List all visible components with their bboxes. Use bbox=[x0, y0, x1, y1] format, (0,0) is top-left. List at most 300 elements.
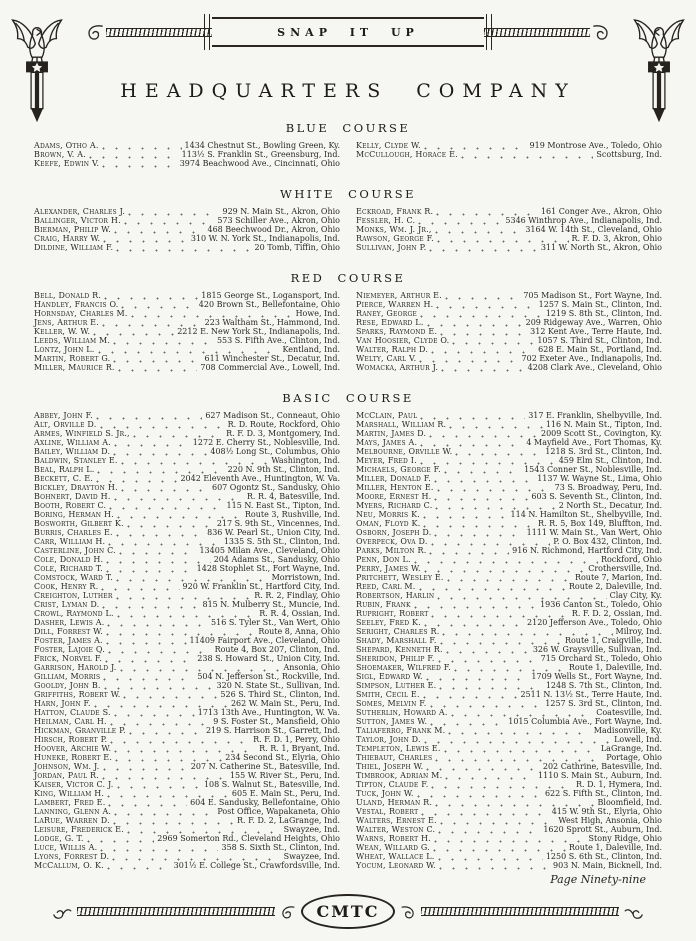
entry-name: Vestal, Robert bbox=[356, 807, 419, 816]
entry-name: Walters, Ernest E. bbox=[356, 816, 437, 825]
entry-address: Rockford, Ohio bbox=[600, 555, 662, 564]
roster-entry bbox=[356, 807, 662, 816]
roster-entry bbox=[34, 243, 340, 252]
entry-address: R. F. D. 2, LaGrange, Ind. bbox=[236, 816, 340, 825]
leader-dots bbox=[446, 651, 530, 654]
leader-dots bbox=[438, 831, 540, 834]
entry-address: 526 S. Third St., Clinton, Ind. bbox=[220, 690, 340, 699]
entry-address: Ansonia, Ohio bbox=[283, 663, 340, 672]
roster-entry bbox=[356, 708, 662, 717]
entry-address: 1219 S. 8th St., Clinton, Ind. bbox=[545, 309, 662, 318]
entry-name: Sutherlin, Howard A. bbox=[356, 708, 448, 717]
entry-address: Madisonville, Ky. bbox=[593, 726, 662, 735]
roster-entry bbox=[34, 234, 340, 243]
entry-address: 1218 S. 3rd St., Clinton, Ind. bbox=[545, 447, 662, 456]
entry-name: Griffiths, Robert W. bbox=[34, 690, 121, 699]
leader-dots bbox=[436, 306, 535, 309]
leader-dots bbox=[106, 561, 210, 564]
entry-name: Timbrook, Adrian M. bbox=[356, 771, 443, 780]
roster-entry bbox=[34, 789, 340, 798]
scroll-curl-icon bbox=[400, 902, 416, 922]
roster-entry bbox=[356, 591, 662, 600]
entry-address: 1815 George St., Logansport, Ind. bbox=[201, 291, 340, 300]
leader-dots bbox=[102, 606, 199, 609]
entry-address: 604 E. Sandusky, Bellefontaine, Ohio bbox=[190, 798, 340, 807]
course-column-right bbox=[356, 411, 662, 870]
roster-entry bbox=[356, 234, 662, 243]
leader-dots bbox=[118, 369, 198, 372]
entry-name: Templeton, Lewis E. bbox=[356, 744, 441, 753]
roster-entry bbox=[356, 753, 662, 762]
leader-dots bbox=[417, 795, 542, 798]
roster-entry bbox=[356, 492, 662, 501]
entry-address: 705 Madison St., Fort Wayne, Ind. bbox=[523, 291, 662, 300]
entry-name: Kelly, Clyde W. bbox=[356, 141, 421, 150]
course-title: BASIC COURSE bbox=[282, 391, 414, 405]
entry-address: 1709 Wells St., Fort Wayne, Ind. bbox=[531, 672, 662, 681]
course-section bbox=[30, 271, 666, 372]
entry-name: Beal, Ralph L. bbox=[34, 465, 95, 474]
entry-address: Morristown, Ind. bbox=[271, 573, 340, 582]
entry-address: 929 N. Main St., Akron, Ohio bbox=[222, 207, 340, 216]
entry-address: Route 8, Anna, Ohio bbox=[258, 627, 340, 636]
entry-name: Keller, W. W. bbox=[34, 327, 91, 336]
entry-address: 220 N. 9th St., Clinton, Ind. bbox=[227, 465, 340, 474]
entry-address: Route 7, Marion, Ind. bbox=[574, 573, 662, 582]
entry-address: 358 S. Sixth St., Clinton, Ind. bbox=[221, 843, 340, 852]
entry-address: 202 Cathrine, Batesville, Ind. bbox=[542, 762, 662, 771]
entry-name: Boring, Herman H. bbox=[34, 510, 114, 519]
entry-address: 11409 Fairport Ave., Cleveland, Ohio bbox=[189, 636, 340, 645]
leader-dots bbox=[448, 732, 590, 735]
entry-name: Taliaferro, Frank M. bbox=[356, 726, 446, 735]
roster-entry bbox=[356, 645, 662, 654]
entry-name: Seright, Charles R. bbox=[356, 627, 440, 636]
entry-address: 161 Conger Ave., Akron, Ohio bbox=[540, 207, 662, 216]
entry-name: Moore, Ernest H. bbox=[356, 492, 432, 501]
roster-entry bbox=[356, 690, 662, 699]
entry-address: Milroy, Ind. bbox=[615, 627, 662, 636]
entry-name: Niemeyer, Arthur E. bbox=[356, 291, 442, 300]
entry-address: 2009 Scott St., Covington, Ky. bbox=[541, 429, 662, 438]
entry-name: Adams, Otho A. bbox=[34, 141, 99, 150]
entry-address: 317 E. Franklin, Shelbyville, Ind. bbox=[528, 411, 662, 420]
entry-name: Hatton, Claude S. bbox=[34, 708, 111, 717]
entry-address: LaGrange, Ind. bbox=[600, 744, 662, 753]
roster-entry bbox=[356, 843, 662, 852]
roster-entry bbox=[34, 411, 340, 420]
roster-entry bbox=[34, 336, 340, 345]
roster-entry bbox=[356, 816, 662, 825]
entry-name: Sullivan, John P. bbox=[356, 243, 427, 252]
course-section bbox=[30, 391, 666, 870]
roster-entry bbox=[356, 546, 662, 555]
entry-name: Heilman, Carl H. bbox=[34, 717, 107, 726]
entry-name: Bosworth, Gilbert K. bbox=[34, 519, 124, 528]
roster-entry bbox=[34, 609, 340, 618]
leader-dots bbox=[414, 561, 598, 564]
roster-entry bbox=[356, 798, 662, 807]
roster-entry bbox=[356, 717, 662, 726]
entry-name: Cook, Henry R. bbox=[34, 582, 99, 591]
leader-dots bbox=[106, 642, 187, 645]
entry-name: Eckroad, Frank R. bbox=[356, 207, 434, 216]
roster-entry bbox=[356, 636, 662, 645]
entry-address: 573 Schiller Ave., Akron, Ohio bbox=[217, 216, 340, 225]
roster-entry bbox=[34, 519, 340, 528]
page-number: Page Ninety-nine bbox=[550, 873, 646, 886]
roster-entry bbox=[34, 690, 340, 699]
leader-dots bbox=[429, 552, 509, 555]
leader-dots bbox=[114, 813, 214, 816]
roster-entry bbox=[356, 654, 662, 663]
entry-address: Howe, Ind. bbox=[295, 309, 340, 318]
roster-entry bbox=[34, 309, 340, 318]
entry-address: P. O. Box 432, Clinton, Ind. bbox=[553, 537, 662, 546]
entry-name: Thiel, Joseph W. bbox=[356, 762, 424, 771]
roster-entry bbox=[356, 519, 662, 528]
roster-entry bbox=[356, 225, 662, 234]
entry-address: 204 Adams St., Sandusky, Ohio bbox=[213, 555, 340, 564]
roster-entry bbox=[356, 501, 662, 510]
entry-name: Sheridon, Philip F. bbox=[356, 654, 435, 663]
entry-name: Gooldy, John B. bbox=[34, 681, 101, 690]
entry-name: Meyer, Fred I. bbox=[356, 456, 417, 465]
entry-address: 115 N. East St., Tipton, Ind. bbox=[226, 501, 340, 510]
course-column-left bbox=[34, 207, 340, 252]
leader-dots bbox=[103, 240, 188, 243]
entry-address: 607 Ogontz St., Sandusky, Ohio bbox=[211, 483, 340, 492]
entry-name: Fessler, H. C. bbox=[356, 216, 416, 225]
entry-address: Route 3, Rushville, Ind. bbox=[244, 510, 340, 519]
entry-address: 1272 E. Cherry St., Noblesville, Ind. bbox=[192, 438, 340, 447]
roster-entry bbox=[356, 309, 662, 318]
entry-address: Stony Ridge, Ohio bbox=[588, 834, 662, 843]
leader-dots bbox=[420, 315, 543, 318]
entry-address: 113½ S. Franklin St., Greensburg, Ind. bbox=[181, 150, 340, 159]
leader-dots bbox=[447, 579, 572, 582]
leader-dots bbox=[107, 867, 171, 870]
leader-dots bbox=[121, 489, 209, 492]
entry-name: Monks, Wm. J. Jr., bbox=[356, 225, 432, 234]
entry-name: Perry, James W. bbox=[356, 564, 421, 573]
entry-name: Womacka, Arthur J. bbox=[356, 363, 439, 372]
course-column-left bbox=[34, 411, 340, 870]
leader-dots bbox=[419, 588, 566, 591]
roster-entry bbox=[356, 447, 662, 456]
leader-dots bbox=[102, 147, 182, 150]
entry-name: Hickman, Granville P. bbox=[34, 726, 126, 735]
entry-address: 553 S. Fifth Ave., Clinton, Ind. bbox=[216, 336, 340, 345]
entry-name: Parks, Milton R. bbox=[356, 546, 427, 555]
entry-address: 702 Exeter Ave., Indianapolis, Ind. bbox=[521, 354, 662, 363]
entry-address: 919 Montrose Ave., Toledo, Ohio bbox=[529, 141, 662, 150]
course-columns bbox=[30, 411, 666, 870]
roster-entry bbox=[356, 411, 662, 420]
entry-name: Robertson, Harlin bbox=[356, 591, 435, 600]
roster-entry bbox=[34, 300, 340, 309]
leader-dots bbox=[438, 660, 538, 663]
course-section bbox=[30, 187, 666, 252]
entry-name: Taylor, John D. bbox=[356, 735, 421, 744]
roster-entry bbox=[356, 291, 662, 300]
course-title: RED COURSE bbox=[290, 271, 406, 285]
entry-name: Shoemaker, Wilfred F. bbox=[356, 663, 451, 672]
entry-name: Overpeck, Ova D. bbox=[356, 537, 428, 546]
entry-address: 605 E. Main St., Peru, Ind. bbox=[231, 789, 340, 798]
leader-dots bbox=[113, 822, 234, 825]
entry-address: Route 1, Daleville, Ind. bbox=[568, 663, 662, 672]
roster-entry bbox=[34, 546, 340, 555]
roster-entry bbox=[356, 825, 662, 834]
leader-dots bbox=[440, 822, 556, 825]
entry-name: Foster, Lajoie Q. bbox=[34, 645, 105, 654]
roster-entry bbox=[34, 216, 340, 225]
roster-entry bbox=[34, 327, 340, 336]
roster-entry bbox=[356, 618, 662, 627]
entry-name: Wheat, Wallace L. bbox=[356, 852, 435, 861]
footer-rod bbox=[77, 907, 275, 916]
leader-dots bbox=[123, 696, 217, 699]
roster-entry bbox=[356, 420, 662, 429]
entry-name: Walter, Ralph D. bbox=[356, 345, 429, 354]
entry-address: 1713 13th Ave., Huntington, W. Va. bbox=[197, 708, 340, 717]
entry-address: 3974 Beachwood Ave., Cincinnati, Ohio bbox=[179, 159, 340, 168]
leader-dots bbox=[424, 741, 611, 744]
entry-address: 114 N. Hamilton St., Shelbyville, Ind. bbox=[510, 510, 662, 519]
leader-dots bbox=[114, 444, 190, 447]
entry-address: 155 W. River St., Peru, Ind. bbox=[229, 771, 340, 780]
roster-entry bbox=[34, 600, 340, 609]
entry-address: 627 Madison St., Conneaut, Ohio bbox=[205, 411, 340, 420]
entry-name: Keefe, Edwin V. bbox=[34, 159, 100, 168]
roster-entry bbox=[34, 735, 340, 744]
entry-name: Dill, Forrest W. bbox=[34, 627, 103, 636]
entry-name: Comstock, Ward T. bbox=[34, 573, 113, 582]
roster-entry bbox=[34, 654, 340, 663]
roster-entry bbox=[356, 216, 662, 225]
leader-dots bbox=[119, 552, 197, 555]
eagle-sword-icon bbox=[10, 12, 64, 126]
entry-address: R. F. D. 1, Perry, Ohio bbox=[253, 735, 340, 744]
entry-name: Dildine, William F. bbox=[34, 243, 114, 252]
roster-entry bbox=[34, 207, 340, 216]
banner-plaque bbox=[212, 17, 484, 47]
entry-name: Smith, Cecil E. bbox=[356, 690, 420, 699]
leader-dots bbox=[445, 297, 520, 300]
entry-name: Baldwin, Stanley E. bbox=[34, 456, 118, 465]
entry-address: 207 N. Catherine St., Batesville, Ind. bbox=[190, 762, 340, 771]
roster-entry bbox=[34, 717, 340, 726]
entry-name: Foster, James A. bbox=[34, 636, 103, 645]
entry-name: Sparks, Raymond E. bbox=[356, 327, 438, 336]
entry-name: Armes, Winfield S. Jr., bbox=[34, 429, 130, 438]
entry-name: Brown, V. A. bbox=[34, 150, 87, 159]
course-column-left bbox=[34, 291, 340, 372]
roster-entry bbox=[356, 300, 662, 309]
leader-dots bbox=[113, 360, 201, 363]
entry-name: Frick, Norvel F. bbox=[34, 654, 103, 663]
entry-name: Booth, Robert C. bbox=[34, 501, 107, 510]
entry-address: 311 W. North St., Akron, Ohio bbox=[540, 243, 662, 252]
entry-address: 312 Kent Ave., Terre Haute, Ind. bbox=[530, 327, 662, 336]
scroll-curl-icon bbox=[624, 901, 644, 923]
page-footer bbox=[30, 873, 666, 941]
roster-entry bbox=[356, 474, 662, 483]
entry-address: 310 W. N. York St., Indianapolis, Ind. bbox=[190, 234, 340, 243]
entry-address: 603 S. Seventh St., Clinton, Ind. bbox=[531, 492, 662, 501]
roster-entry bbox=[34, 438, 340, 447]
entry-name: Jens, Arthur E. bbox=[34, 318, 99, 327]
entry-address: R. F. D. 3, Akron, Ohio bbox=[571, 234, 662, 243]
roster-entry bbox=[356, 834, 662, 843]
roster-entry bbox=[356, 573, 662, 582]
roster-entry bbox=[34, 150, 340, 159]
roster-entry bbox=[356, 564, 662, 573]
entry-name: Martin, Robert G. bbox=[34, 354, 111, 363]
entry-address: 2120 Jefferson Ave., Toledo, Ohio bbox=[527, 618, 662, 627]
entry-address: Kentland, Ind. bbox=[282, 345, 340, 354]
leader-dots bbox=[103, 678, 194, 681]
roster-entry bbox=[34, 627, 340, 636]
entry-name: McClain, Paul bbox=[356, 411, 418, 420]
roster-entry bbox=[34, 726, 340, 735]
entry-name: Neu, Morris K. bbox=[356, 510, 421, 519]
banner-rod bbox=[106, 28, 212, 37]
entry-address: R. D. Route, Rockford, Ohio bbox=[227, 420, 340, 429]
roster-entry bbox=[356, 744, 662, 753]
leader-dots bbox=[117, 786, 201, 789]
roster-entry bbox=[356, 861, 662, 870]
entry-name: Yocum, Leonard W. bbox=[356, 861, 436, 870]
entry-name: Huneke, Robert E. bbox=[34, 753, 113, 762]
entry-name: Reed, Carl M. bbox=[356, 582, 416, 591]
roster-entry bbox=[356, 510, 662, 519]
entry-address: 468 Beechwood Dr., Akron, Ohio bbox=[207, 225, 340, 234]
course-section bbox=[30, 121, 666, 168]
leader-dots bbox=[461, 156, 594, 159]
roster-entry bbox=[356, 327, 662, 336]
roster-entry bbox=[356, 780, 662, 789]
entry-name: Dasher, Lewis A. bbox=[34, 618, 105, 627]
entry-address: R. R. 4, Batesville, Ind. bbox=[246, 492, 340, 501]
entry-address: Swayzee, Ind. bbox=[283, 825, 340, 834]
roster-entry bbox=[356, 672, 662, 681]
scroll-curl-icon bbox=[280, 902, 296, 922]
entry-address: 1137 W. Wayne St., Lima, Ohio bbox=[537, 474, 662, 483]
roster-entry bbox=[34, 474, 340, 483]
footer-ornament bbox=[52, 894, 644, 929]
entry-address: Swayzee, Ind. bbox=[283, 852, 340, 861]
leader-dots bbox=[124, 222, 215, 225]
entry-address: 13405 Milan Ave., Cleveland, Ohio bbox=[199, 546, 340, 555]
entry-address: 2212 E. New York St., Indianapolis, Ind. bbox=[177, 327, 340, 336]
entry-address: 5346 Winthrop Ave., Indianapolis, Ind. bbox=[505, 216, 662, 225]
roster-entry bbox=[356, 354, 662, 363]
leader-dots bbox=[127, 525, 214, 528]
leader-dots bbox=[444, 750, 598, 753]
roster-entry bbox=[356, 528, 662, 537]
entry-address: 262 W. Main St., Peru, Ind. bbox=[230, 699, 340, 708]
roster-entry bbox=[34, 825, 340, 834]
roster-entry bbox=[34, 834, 340, 843]
entry-address: 1250 S. 6th St., Clinton, Ind. bbox=[545, 852, 662, 861]
roster-entry bbox=[34, 456, 340, 465]
entry-name: Osborn, Joseph D. bbox=[356, 528, 432, 537]
entry-address: 320 N. State St., Sullivan, Ind. bbox=[216, 681, 340, 690]
entry-address: Route 1, Craigville, Ind. bbox=[564, 636, 662, 645]
roster-entry bbox=[34, 843, 340, 852]
leader-dots bbox=[129, 732, 203, 735]
roster-entry bbox=[34, 510, 340, 519]
roster-entry bbox=[34, 537, 340, 546]
top-banner bbox=[86, 14, 610, 50]
entry-name: Shady, Marshall F. bbox=[356, 636, 437, 645]
entry-address: Route 4, Box 207, Clinton, Ind. bbox=[214, 645, 340, 654]
entry-name: Cole, Richard T. bbox=[34, 564, 103, 573]
entry-name: Welty, Carl V. bbox=[356, 354, 417, 363]
entry-address: Lowell, Ind. bbox=[614, 735, 662, 744]
leader-dots bbox=[100, 849, 218, 852]
leader-dots bbox=[103, 768, 188, 771]
entry-address: 920 W. Franklin St., Hartford City, Ind. bbox=[182, 582, 340, 591]
entry-address: 116 N. Main St., Tipton, Ind. bbox=[545, 420, 662, 429]
entry-name: Crowl, Raymond L. bbox=[34, 609, 114, 618]
entry-name: Sigl, Edward W. bbox=[356, 672, 423, 681]
leader-dots bbox=[455, 453, 542, 456]
entry-address: 622 S. Fifth St., Clinton, Ind. bbox=[544, 789, 662, 798]
banner-rod bbox=[484, 28, 590, 37]
entry-address: Washington, Ind. bbox=[271, 456, 340, 465]
leader-dots bbox=[445, 777, 535, 780]
roster-entry bbox=[34, 780, 340, 789]
roster-entry bbox=[34, 591, 340, 600]
entry-name: Axline, William A. bbox=[34, 438, 111, 447]
entry-name: Miller, Henton E. bbox=[356, 483, 434, 492]
entry-name: Wean, Willard G. bbox=[356, 843, 430, 852]
leader-dots bbox=[434, 480, 534, 483]
entry-address: Portage, Ohio bbox=[606, 753, 662, 762]
entry-address: 504 N. Jefferson St., Rockville, Ind. bbox=[197, 672, 340, 681]
course-sections bbox=[30, 102, 666, 870]
roster-entry bbox=[34, 225, 340, 234]
roster-entry bbox=[34, 861, 340, 870]
leader-dots bbox=[439, 867, 550, 870]
entry-address: 4 Mayfield Ave., Fort Thomas, Ky. bbox=[526, 438, 662, 447]
entry-address: 3164 W. 14th St., Cleveland, Ohio bbox=[525, 225, 662, 234]
roster-entry bbox=[34, 291, 340, 300]
entry-name: Michaels, George F. bbox=[356, 465, 441, 474]
entry-address: 20 Tomb, Tiffin, Ohio bbox=[254, 243, 340, 252]
leader-dots bbox=[108, 651, 212, 654]
roster-entry bbox=[34, 501, 340, 510]
leader-dots bbox=[107, 624, 208, 627]
entry-address: 708 Commercial Ave., Lowell, Ind. bbox=[200, 363, 340, 372]
entry-address: 217 S. 9th St., Vincennes, Ind. bbox=[216, 519, 340, 528]
leader-dots bbox=[128, 213, 219, 216]
roster-entry bbox=[356, 537, 662, 546]
entry-name: Handley, Francis O. bbox=[34, 300, 119, 309]
roster-entry bbox=[356, 789, 662, 798]
roster-entry bbox=[34, 465, 340, 474]
entry-address: 628 E. Main St., Portland, Ind. bbox=[538, 345, 662, 354]
entry-address: 1434 Chestnut St., Bowling Green, Ky. bbox=[184, 141, 340, 150]
entry-name: Miller, Maurice R. bbox=[34, 363, 115, 372]
entry-address: 326 W. Graysville, Sullivan, Ind. bbox=[532, 645, 662, 654]
entry-address: 415 W. 9th St., Elyria, Ohio bbox=[551, 807, 662, 816]
entry-name: Luce, Willis A. bbox=[34, 843, 98, 852]
roster-entry bbox=[356, 609, 662, 618]
